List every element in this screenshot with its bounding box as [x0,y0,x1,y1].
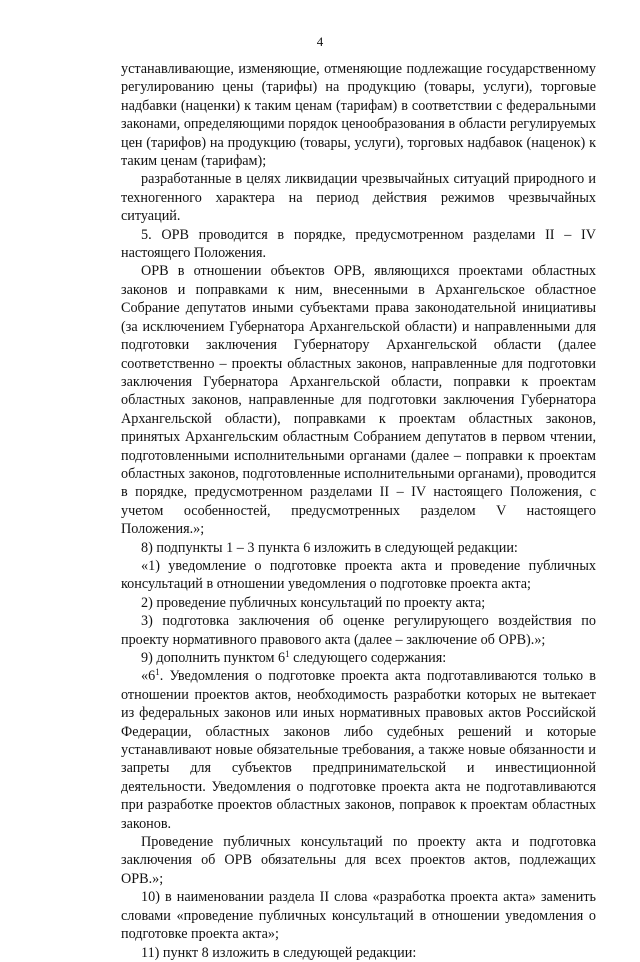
superscript-index: 1 [155,667,160,678]
paragraph-public-consultations: Проведение публичных консультаций по проекту акта и подготовка заключения об ОРВ обязательны для всех проектов актов, подлежащих ОРВ.»; [121,834,596,887]
document-body [121,60,596,962]
item-6-1-text-before: «6 [141,668,156,685]
superscript-index: 1 [285,649,290,659]
paragraph-amendment-9 [121,649,596,667]
paragraph-subitem-3: 3) подготовка заключения об оценке регулирующего воздействия по проекту нормативного правового акта (далее – заключение об ОРВ).»; [121,613,596,648]
paragraph-amendment-8: 8) подпункты 1 – 3 пункта 6 изложить в следующей редакции: [141,539,518,556]
paragraph-tariff-acts: устанавливающие, изменяющие, отменяющие подлежащие государственному регулированию цены (тарифы) на продукцию (товары, услуги), торговые надбавки (наценки) к таким ценам (тарифам) в соответствии с федеральными законами, определяющими порядок ценообразования в области регулируемых цен (тарифов) на продукцию (товары, услуги), торговых надбавок (наценок) к таким ценам (тарифам); [121,61,596,170]
paragraph-amendment-11: 11) пункт 8 изложить в следующей редакции: [141,944,417,961]
paragraph-subitem-2: 2) проведение публичных консультаций по проекту акта; [141,594,486,611]
paragraph-amendment-10: 10) в наименовании раздела II слова «разработка проекта акта» заменить словами «проведение публичных консультаций в отношении уведомления о подготовке проекта акта»; [121,889,596,943]
paragraph-orv-regional-laws: ОРВ в отношении объектов ОРВ, являющихся проектами областных законов и поправками к ним, внесенными в Архангельское областное Собрание депутатов иными субъектами права законодательной инициативы (за исключением Губернатора Архангельской области) и направленными для подготовки заключения Губернатору Архангельской области (далее соответственно – проекты областных законов, направленные для подготовки заключения Губернатора Архангельской области, поправки к проектам областных законов, направленные для подготовки заключения Губернатора Архангельской области), поправками к проектам областных законов, принятых Архангельским областным Собранием депутатов в первом чтении, подготовленными исполнительными органами (далее – поправки к проектам областных законов, подготовленные исполнительными органами), проводится в порядке, предусмотренном разделами II – IV настоящего Положения, с учетом особенностей, предусмотренных разделом V настоящего Положения.»; [121,263,596,538]
paragraph-item-6-1 [121,667,596,833]
paragraph-item-5: 5. ОРВ проводится в порядке, предусмотренном разделами II – IV настоящего Положения. [121,226,596,262]
paragraph-emergency-acts: разработанные в целях ликвидации чрезвычайных ситуаций природного и техногенного характера на период действия режимов чрезвычайных ситуаций. [121,171,596,225]
item-6-1-text-after: . Уведомления о подготовке проекта акта подготавливаются только в отношении проектов актов, необходимость разработки которых не вытекает из федеральных законов или иных нормативных правовых актов Российской Федерации, областных законов либо судебных решений и которые устанавливают новые обязательные требования, а также новые обязанности и запреты для субъектов предпринимательской и инвестиционной деятельности. Уведомления о подготовке проекта акта не подготавливаются при разработке проектов областных законов, поправок к проектам областных законов. [121,668,596,832]
amendment-9-text-after: следующего содержания: [289,650,447,666]
page-number: 4 [316,34,324,49]
amendment-9-text-before: 9) дополнить пунктом 6 [141,650,286,666]
paragraph-subitem-1: «1) уведомление о подготовке проекта акта и проведение публичных консультаций в отношении уведомления о подготовке проекта акта; [121,557,596,593]
